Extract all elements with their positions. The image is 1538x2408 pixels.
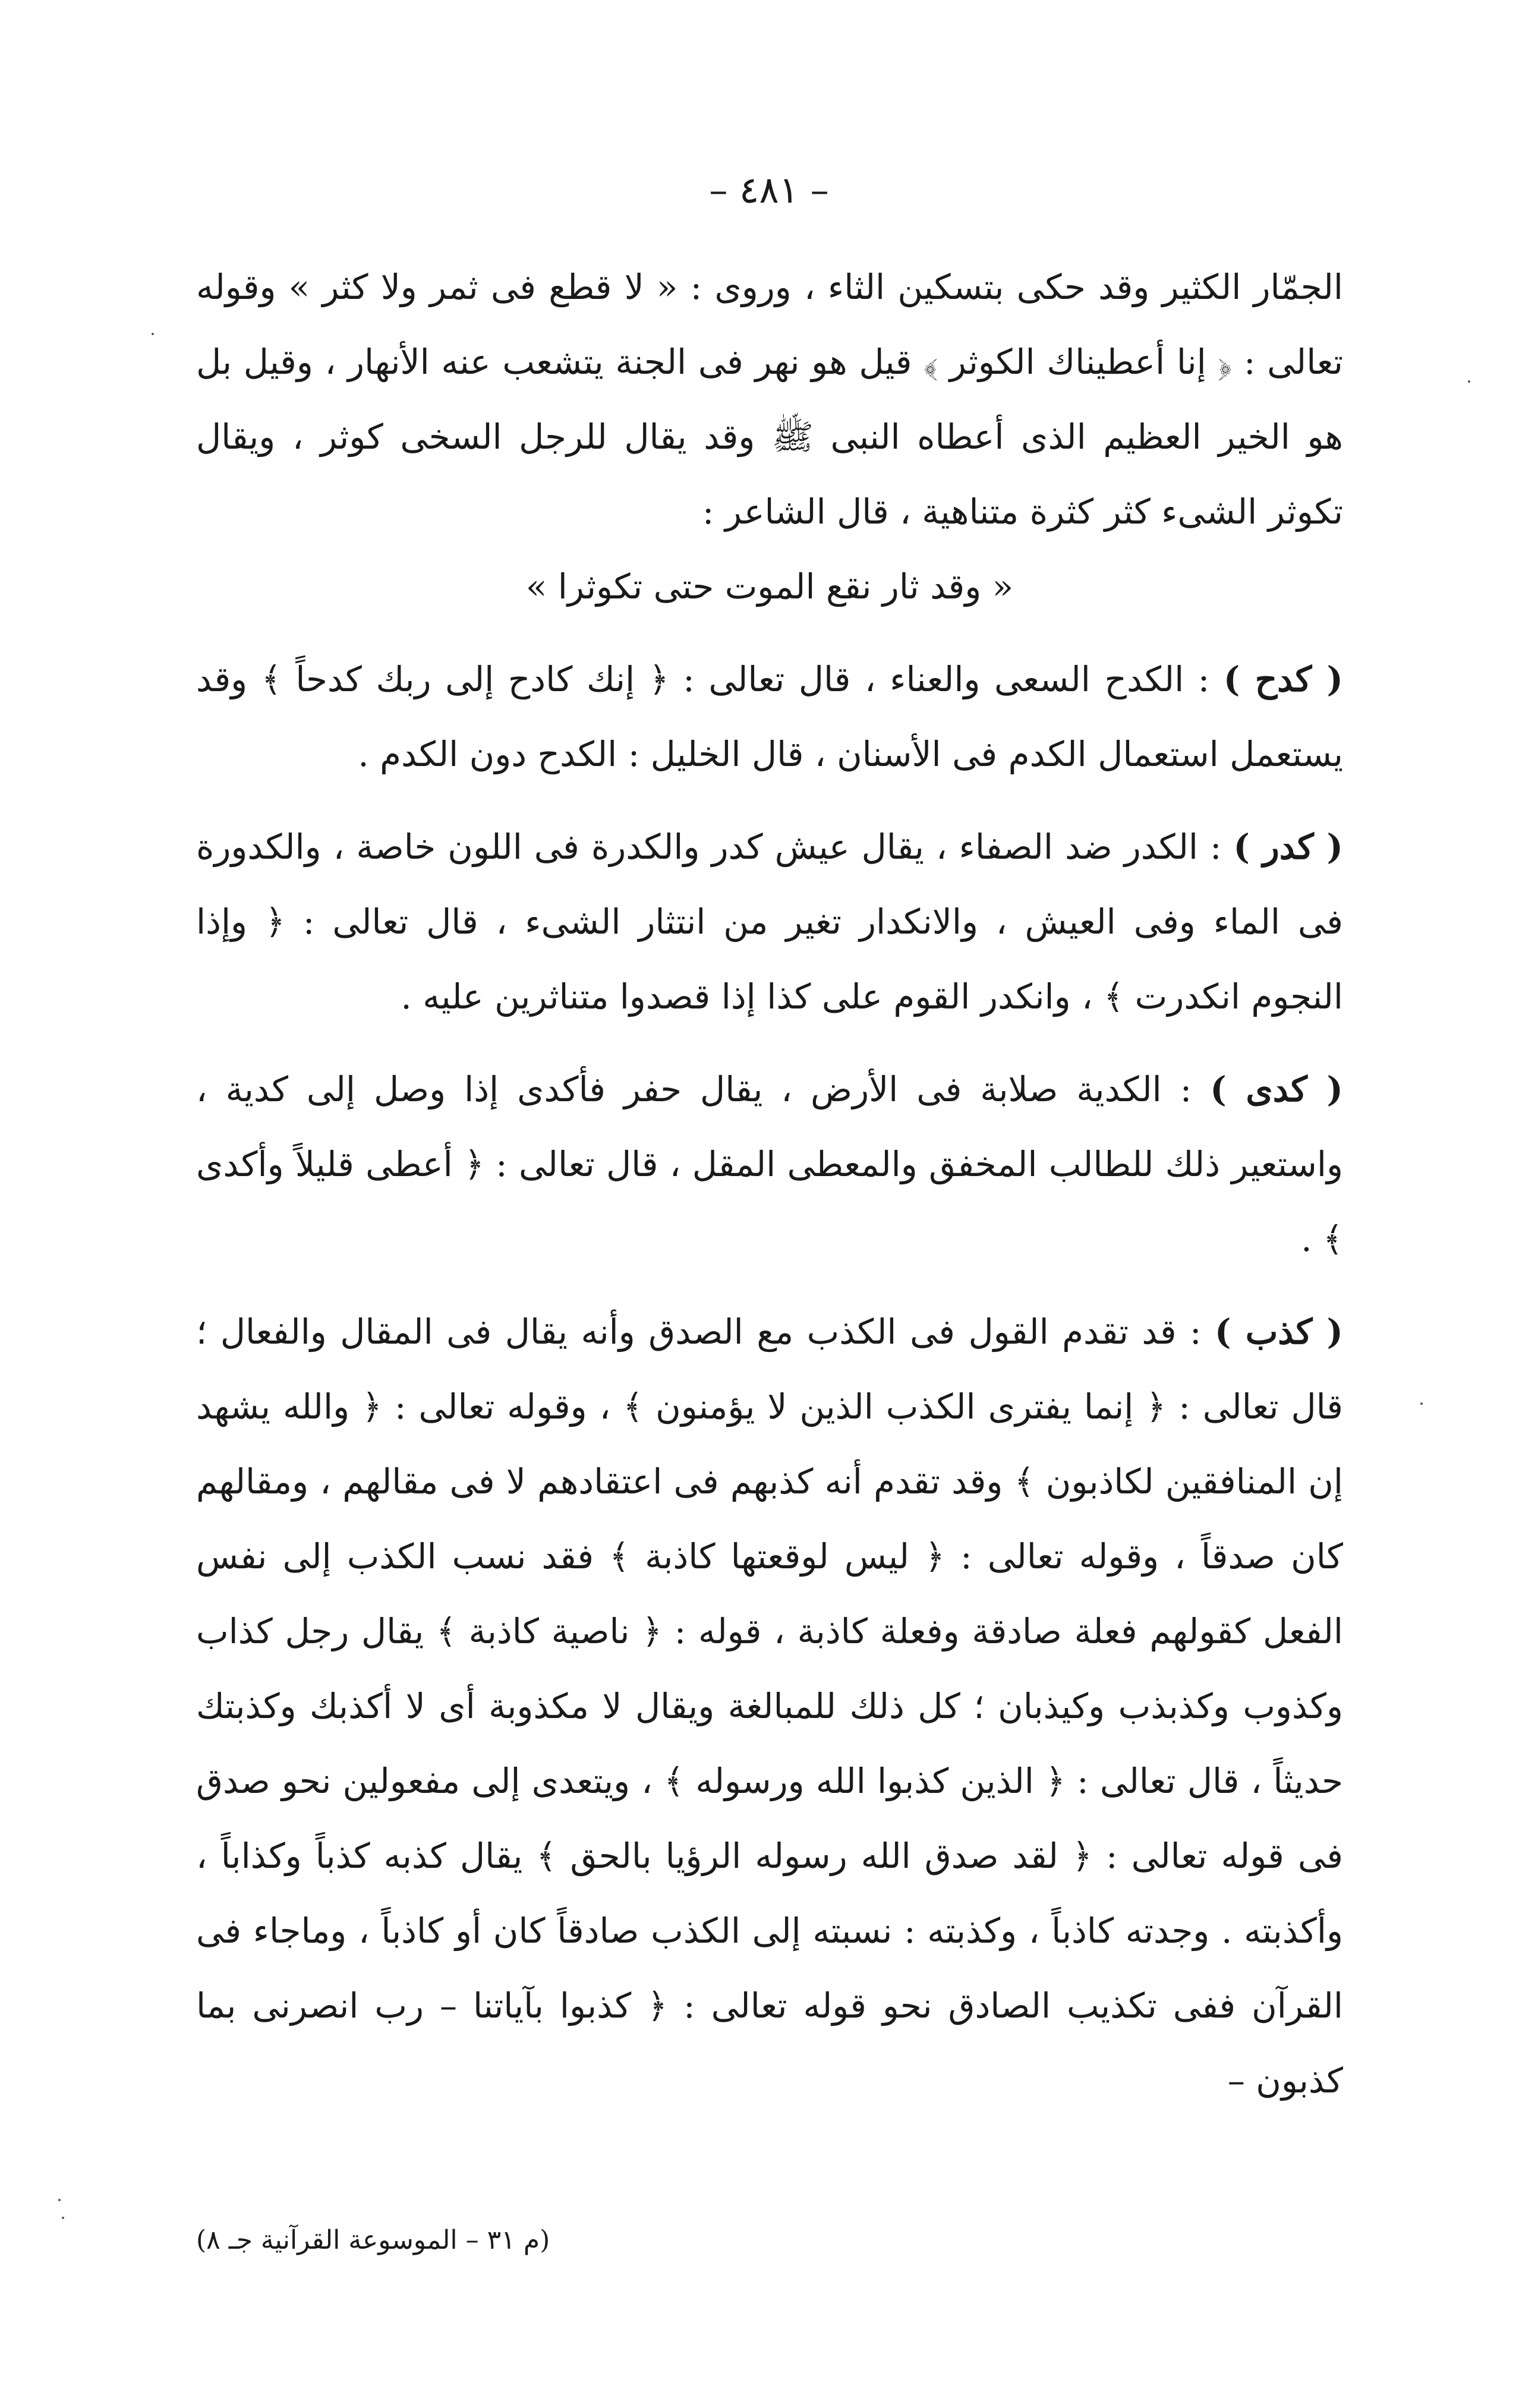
page-body bbox=[196, 250, 1343, 2118]
scan-speck bbox=[62, 2217, 64, 2219]
entry-text: : الكدية صلابة فى الأرض ، يقال حفر فأكدى إذا وصل إلى كدية ، واستعير ذلك للطالب المخفق والمعطى المقل ، قال تعالى : ﴿ أعطى قليلاً وأكدى ﴾ . bbox=[196, 1069, 1343, 1259]
intro-paragraph bbox=[196, 250, 1343, 624]
entry-headword: ( كذب ) bbox=[1215, 1312, 1344, 1352]
poetry-verse: « وقد ثار نقع الموت حتى تكوثرا » bbox=[525, 566, 1014, 607]
entry-headword: ( كدى ) bbox=[1210, 1069, 1343, 1110]
scan-speck bbox=[58, 2199, 61, 2201]
page-footer: (م ٣١ – الموسوعة القرآنية جـ ٨) bbox=[196, 2225, 550, 2255]
entry-text: : الكدر ضد الصفاء ، يقال عيش كدر والكدرة فى اللون خاصة ، والكدورة فى الماء وفى العيش ، والانكدار تغير من انتثار الشىء ، قال تعالى : ﴿ وإذا النجوم انكدرت ﴾ ، وانكدر القوم على كذا إذا قصدوا متناثرين عليه . bbox=[196, 827, 1343, 1017]
scan-speck bbox=[1420, 1402, 1423, 1405]
scan-speck bbox=[1468, 380, 1470, 383]
entry-kadaha bbox=[196, 642, 1343, 792]
entry-headword: ( كدر ) bbox=[1233, 827, 1343, 867]
entry-kadar bbox=[196, 809, 1343, 1034]
page-number: – ٤٨١ – bbox=[709, 168, 829, 212]
intro-text: الجمّار الكثير وقد حكى بتسكين الثاء ، وروى : « لا قطع فى ثمر ولا كثر » وقوله تعالى : ﴿ إنا أعطيناك الكوثر ﴾ قيل هو نهر فى الجنة يتشعب عنه الأنهار ، وقيل بل هو الخير العظيم الذى أعطاه النبى ﷺ وقد يقال للرجل السخى كوثر ، ويقال تكوثر الشىء كثر كثرة متناهية ، قال الشاعر : bbox=[196, 267, 1343, 532]
entry-headword: ( كدح ) bbox=[1223, 659, 1343, 699]
entry-kada bbox=[196, 1052, 1343, 1277]
entry-text: : الكدح السعى والعناء ، قال تعالى : ﴿ إنك كادح إلى ربك كدحاً ﴾ وقد يستعمل استعمال الكدم فى الأسنان ، قال الخليل : الكدح دون الكدم . bbox=[196, 659, 1343, 774]
entry-text: : قد تقدم القول فى الكذب مع الصدق وأنه يقال فى المقال والفعال ؛ قال تعالى : ﴿ إنما يفترى الكذب الذين لا يؤمنون ﴾ ، وقوله تعالى : ﴿ والله يشهد إن المنافقين لكاذبون ﴾ وقد تقدم أنه كذبهم فى اعتقادهم لا فى مقالهم ، ومقالهم كان صدقاً ، وقوله تعالى : ﴿ ليس لوقعتها كاذبة ﴾ فقد نسب الكذب إلى نفس الفعل كقولهم فعلة صادقة وفعلة كاذبة ، قوله : ﴿ ناصية كاذبة ﴾ يقال رجل كذاب وكذوب وكذبذب وكيذبان ؛ كل ذلك للمبالغة ويقال لا مكذوبة أى لا أكذبك وكذبتك حديثاً ، قال تعالى : ﴿ الذين كذبوا الله ورسوله ﴾ ، ويتعدى إلى مفعولين نحو صدق فى قوله تعالى : ﴿ لقد صدق الله رسوله الرؤيا بالحق ﴾ يقال كذبه كذباً وكذاباً ، وأكذبته . وجدته كاذباً ، وكذبته : نسبته إلى الكذب صادقاً كان أو كاذباً ، وماجاء فى القرآن ففى تكذيب الصادق نحو قوله تعالى : ﴿ كذبوا بآياتنا – رب انصرنى بما كذبون – bbox=[196, 1312, 1343, 2101]
entry-kadhab bbox=[196, 1294, 1343, 2118]
scan-speck bbox=[152, 333, 154, 335]
